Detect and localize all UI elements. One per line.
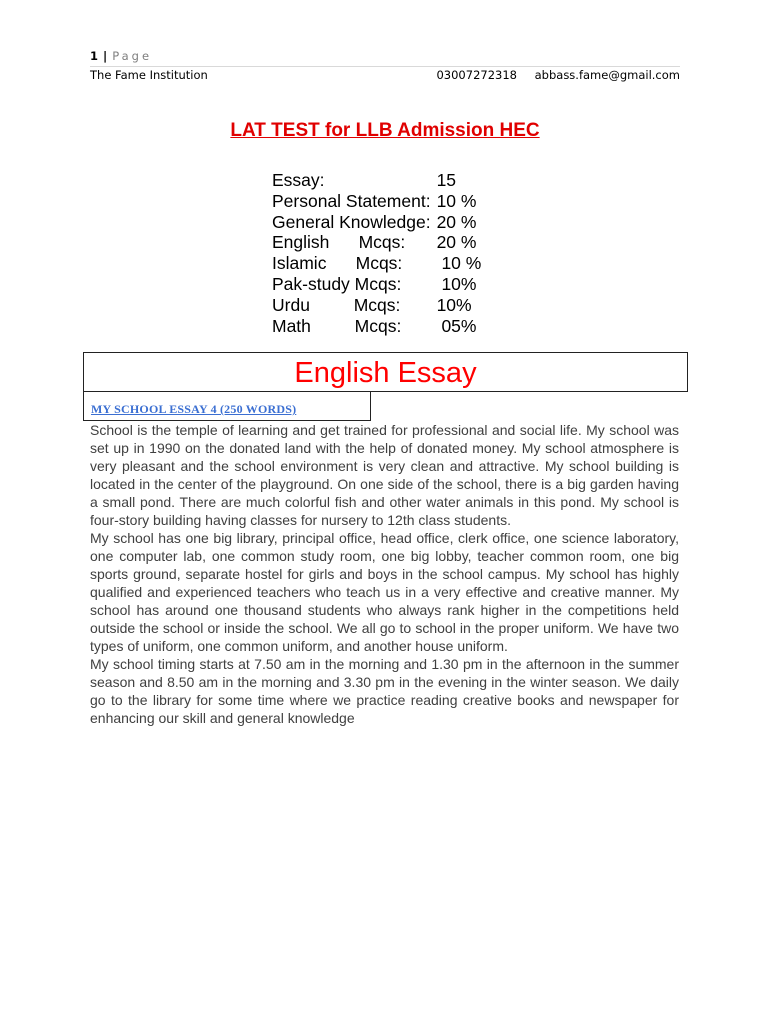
marks-label: Islamic Mcqs: — [272, 253, 403, 274]
marks-row — [272, 316, 481, 337]
essay-paragraph: My school has one big library, principal office, head office, clerk office, one science laboratory, one computer lab, one common study room, one big lobby, teacher common room, one big sports ground, separate hostel for girls and boys in the school campus. My school has highly qualified and experienced teachers who teach us in a very effective and creative manner. My school has around one thousand students who always rank higher in the competitions held outside the school or inside the school. We all go to school in the proper uniform. We have two types of uniform, one common uniform, and another house uniform. — [90, 530, 679, 654]
marks-row — [272, 295, 481, 316]
page-separator: | — [103, 49, 108, 63]
essay-paragraph: School is the temple of learning and get trained for professional and social life. My school was set up in 1990 on the donated land with the help of donated money. My school atmosphere is very pleasant and the school environment is very clean and attractive. My school building is located in the center of the playground. On one side of the school, there is a big garden having a small pond. There are much colorful fish and other water animals in this pond. My school is four-story building having classes for nursery to 12th class students. — [90, 422, 679, 528]
marks-value: 10% — [436, 273, 477, 294]
marks-row — [272, 170, 481, 191]
marks-label: Urdu Mcqs: — [272, 294, 401, 315]
email-address: abbass.fame@gmail.com — [534, 68, 680, 82]
institution-name: The Fame Institution — [90, 68, 208, 82]
marks-value: 10 % — [436, 190, 477, 211]
marks-distribution-table — [272, 170, 481, 336]
header-row — [90, 67, 680, 83]
marks-row — [272, 274, 481, 295]
marks-label: General Knowledge: — [272, 211, 431, 232]
marks-value: 20 % — [436, 211, 477, 232]
essay-title: MY SCHOOL ESSAY 4 (250 WORDS) — [91, 402, 297, 416]
marks-row — [272, 232, 481, 253]
page-header — [90, 48, 680, 83]
marks-value: 20 % — [436, 232, 477, 253]
document-title: LAT TEST for LLB Admission HEC — [230, 120, 540, 141]
page-number-line — [90, 48, 680, 64]
page-word: Page — [112, 49, 153, 63]
marks-row — [272, 191, 481, 212]
marks-label: Essay: — [272, 170, 325, 190]
section-heading: English Essay — [83, 352, 688, 392]
page-number: 1 — [90, 49, 99, 63]
marks-label: Math Mcqs: — [272, 315, 402, 336]
marks-value: 10 % — [436, 253, 482, 274]
essay-paragraph: My school timing starts at 7.50 am in the morning and 1.30 pm in the afternoon in the summer season and 8.50 am in the morning and 3.30 pm in the evening in the winter season. We daily go to the library for some time where we practice reading creative books and newspaper for enhancing our skill and general knowledge — [90, 656, 679, 726]
essay-body — [90, 421, 679, 727]
contact-info — [436, 67, 680, 83]
marks-value: 05% — [436, 315, 477, 336]
marks-value: 10% — [436, 294, 472, 315]
marks-row — [272, 212, 481, 233]
phone-number: 03007272318 — [436, 68, 517, 82]
marks-row — [272, 253, 481, 274]
marks-label: Pak-study Mcqs: — [272, 273, 402, 294]
marks-value: 15 — [436, 170, 457, 190]
marks-label: Personal Statement: — [272, 190, 431, 211]
marks-label: English Mcqs: — [272, 232, 406, 253]
